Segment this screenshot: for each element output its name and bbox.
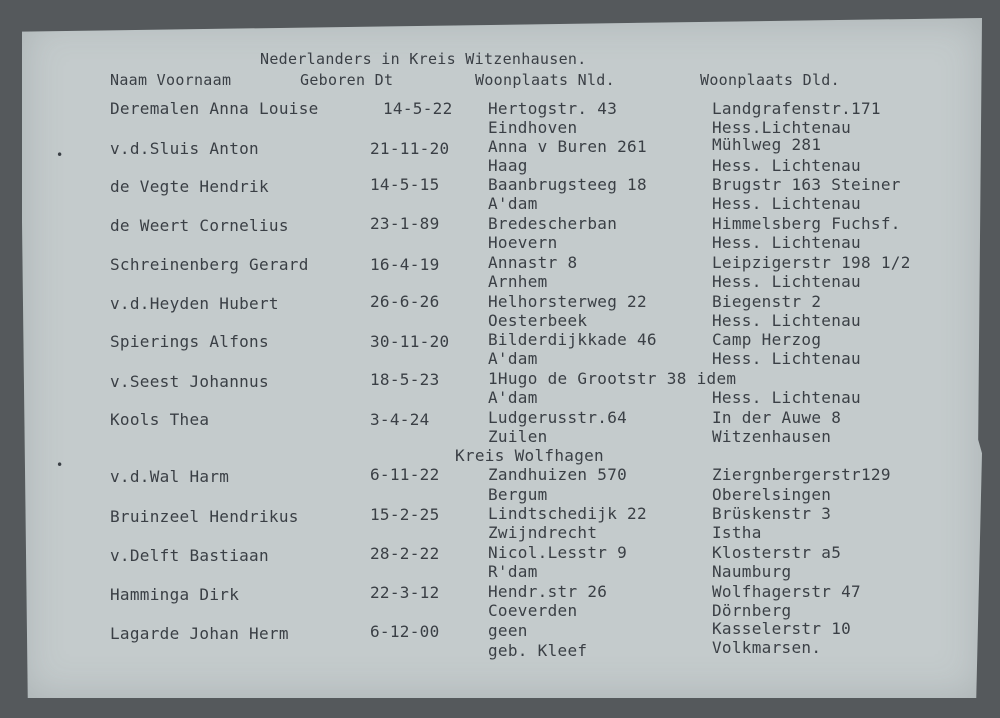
row-born: 16-4-19	[370, 255, 440, 274]
row-name: Bruinzeel Hendrikus	[110, 507, 299, 526]
row-born: 3-4-24	[370, 410, 430, 429]
document-title: Nederlanders in Kreis Witzenhausen.	[260, 50, 587, 68]
row-nl-address: geen	[488, 621, 528, 640]
row-nl-city: Hoevern	[488, 233, 558, 252]
row-nl-address: Nicol.Lesstr 9	[488, 543, 628, 562]
row-de-address: In der Auwe 8	[712, 408, 842, 427]
row-born: 18-5-23	[370, 370, 440, 389]
row-de-city: Hess. Lichtenau	[712, 156, 861, 175]
row-de-city: Oberelsingen	[712, 485, 832, 504]
row-de-address: Klosterstr a5	[712, 543, 842, 562]
row-born: 6-11-22	[370, 465, 440, 484]
row-de-city: Hess. Lichtenau	[712, 194, 861, 213]
row-nl-city: A'dam	[488, 349, 538, 368]
row-born: 6-12-00	[370, 622, 440, 641]
row-nl-address: Helhorsterweg 22	[488, 292, 647, 311]
row-nl-city: Bergum	[488, 485, 548, 504]
row-name: Spierings Alfons	[110, 332, 269, 351]
row-name: Hamminga Dirk	[110, 585, 240, 604]
row-nl-city: Oesterbeek	[488, 311, 588, 330]
row-born: 26-6-26	[370, 292, 440, 311]
row-nl-address: Annastr 8	[488, 253, 578, 272]
row-de-address: Ziergnbergerstr129	[712, 465, 891, 484]
row-nl-address: Baanbrugsteeg 18	[488, 175, 647, 194]
row-nl-address: Ludgerusstr.64	[488, 408, 628, 427]
row-name: v.Seest Johannus	[110, 372, 269, 391]
row-name: de Vegte Hendrik	[110, 177, 269, 196]
row-nl-city: A'dam	[488, 194, 538, 213]
row-name: Kools Thea	[110, 410, 210, 429]
row-nl-city: Eindhoven	[488, 118, 578, 137]
margin-mark: •	[56, 148, 64, 162]
row-de-address: Mühlweg 281	[712, 135, 822, 154]
header-nl: Woonplaats Nld.	[475, 71, 615, 89]
row-de-address: Camp Herzog	[712, 330, 822, 349]
row-de-address: Kasselerstr 10	[712, 619, 852, 638]
section-title: Kreis Wolfhagen	[455, 446, 604, 465]
row-de-address: Brüskenstr 3	[712, 504, 832, 523]
row-nl-city: A'dam	[488, 388, 538, 407]
row-nl-address: Bredescherban	[488, 214, 618, 233]
row-born: 23-1-89	[370, 214, 440, 233]
row-nl-address: Hendr.str 26	[488, 582, 608, 601]
row-name: Lagarde Johan Herm	[110, 624, 289, 643]
row-nl-city: Coeverden	[488, 601, 578, 620]
row-de-address: Himmelsberg Fuchsf.	[712, 214, 901, 233]
row-nl-address: Lindtschedijk 22	[488, 504, 647, 523]
row-de-city: Hess. Lichtenau	[712, 388, 861, 407]
row-de-address: Wolfhagerstr 47	[712, 582, 861, 601]
row-born: 30-11-20	[370, 332, 450, 351]
row-nl-address: Anna v Buren 261	[488, 137, 647, 156]
row-nl-city: Zuilen	[488, 427, 548, 446]
row-de-city: Hess. Lichtenau	[712, 272, 861, 291]
row-de-city: Dörnberg	[712, 601, 792, 620]
row-de-city: Hess. Lichtenau	[712, 349, 861, 368]
row-de-city: Volkmarsen.	[712, 638, 822, 657]
row-name: v.Delft Bastiaan	[110, 546, 269, 565]
row-de-city: Istha	[712, 523, 762, 542]
row-de-city: Witzenhausen	[712, 427, 832, 446]
row-de-address: Biegenstr 2	[712, 292, 822, 311]
row-de-city: Hess.Lichtenau	[712, 118, 852, 137]
row-de-address: Brugstr 163 Steiner	[712, 175, 901, 194]
header-name: Naam Voornaam	[110, 71, 232, 89]
row-nl-city: Arnhem	[488, 272, 548, 291]
row-de-address: Leipzigerstr 198 1/2	[712, 253, 911, 272]
row-born: 15-2-25	[370, 505, 440, 524]
row-de-address: Landgrafenstr.171	[712, 99, 881, 118]
row-nl-address: Zandhuizen 570	[488, 465, 628, 484]
row-name: v.d.Sluis Anton	[110, 139, 259, 158]
row-nl-address: 1Hugo de Grootstr 38 idem	[488, 369, 737, 388]
row-name: v.d.Heyden Hubert	[110, 294, 279, 313]
row-born: 28-2-22	[370, 544, 440, 563]
row-nl-city: Zwijndrecht	[488, 523, 598, 542]
header-de: Woonplaats Dld.	[700, 71, 840, 89]
row-born: 22-3-12	[370, 583, 440, 602]
margin-mark: •	[56, 458, 64, 472]
row-nl-city: Haag	[488, 156, 528, 175]
row-born: 14-5-15	[370, 175, 440, 194]
row-born: 21-11-20	[370, 139, 450, 158]
header-born: Geboren Dt	[300, 71, 394, 89]
row-name: Schreinenberg Gerard	[110, 255, 309, 274]
row-name: v.d.Wal Harm	[110, 467, 230, 486]
row-nl-address: Hertogstr. 43	[488, 99, 618, 118]
row-name: de Weert Cornelius	[110, 216, 289, 235]
row-name: Deremalen Anna Louise	[110, 99, 319, 118]
row-born: 14-5-22	[383, 99, 453, 118]
row-nl-city: geb. Kleef	[488, 641, 588, 660]
row-de-city: Naumburg	[712, 562, 792, 581]
row-de-city: Hess. Lichtenau	[712, 233, 861, 252]
row-nl-city: R'dam	[488, 562, 538, 581]
row-de-city: Hess. Lichtenau	[712, 311, 861, 330]
row-nl-address: Bilderdijkkade 46	[488, 330, 657, 349]
